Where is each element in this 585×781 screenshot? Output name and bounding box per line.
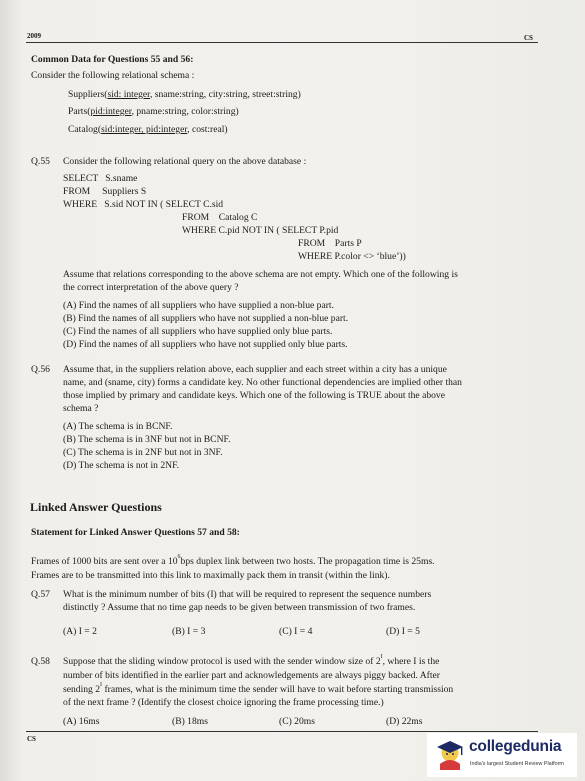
schema-suppliers: Suppliers(sid: integer, sname:string, city:string, street:string) — [68, 89, 301, 100]
header-year: 2009 — [27, 32, 41, 40]
header-code: CS — [524, 34, 533, 42]
q56-number: Q.56 — [31, 364, 50, 375]
common-data-intro: Consider the following relational schema : — [31, 70, 195, 81]
frames-line1: Frames of 1000 bits are sent over a $10^6bps$ duplex link between two hosts. The propagation time is 25ms. — [31, 554, 435, 567]
schema-parts: Parts(pid:integer, pname:string, color:string) — [68, 106, 239, 117]
q55-stem: Consider the following relational query on the above database : — [63, 156, 307, 167]
q58-option-a: (A) 16ms — [63, 716, 100, 727]
q58-option-b: (B) 18ms — [172, 716, 208, 727]
q56-option-c: (C) The schema is in 2NF but not in 3NF. — [63, 447, 223, 458]
q55-option-d: (D) Find the names of all suppliers who have not supplied only blue parts. — [63, 339, 348, 350]
q57-line2: distinctly ? Assume that no time gap needs to be given between transmission of two frames. — [63, 602, 416, 613]
header-rule — [26, 42, 538, 43]
q57-option-b: (B) I = 3 — [172, 626, 206, 637]
q56-option-d: (D) The schema is not in 2NF. — [63, 460, 180, 471]
q55-sql-from-parts: FROM Parts P — [298, 238, 362, 249]
schema-catalog: Catalog(sid:integer, pid:integer, cost:real) — [68, 124, 228, 135]
q55-option-a: (A) Find the names of all suppliers who have supplied a non-blue part. — [63, 300, 334, 311]
q58-line1: Suppose that the sliding window protocol is used with the sender window size of $2^I$, where I is the — [63, 654, 440, 667]
q55-sql-from-catalog: FROM Catalog C — [182, 212, 258, 223]
q56-line2: name, and (sname, city) forms a candidate key. No other functional dependencies are implied other than — [63, 377, 462, 388]
collegedunia-logo[interactable] — [427, 733, 577, 777]
q56-option-b: (B) The schema is in 3NF but not in BCNF. — [63, 434, 231, 445]
q55-option-c: (C) Find the names of all suppliers who have supplied only blue parts. — [63, 326, 333, 337]
footer-rule — [26, 731, 538, 732]
q58-option-c: (C) 20ms — [279, 716, 315, 727]
q57-line1: What is the minimum number of bits (I) that will be required to represent the sequence numbers — [63, 589, 432, 600]
q55-text-line1: Assume that relations corresponding to the above schema are not empty. Which one of the following is — [63, 269, 458, 280]
q57-number: Q.57 — [31, 589, 50, 600]
linked-statement: Statement for Linked Answer Questions 57 and 58: — [31, 527, 240, 538]
graduation-cap-icon — [435, 739, 465, 771]
q58-line3: sending $2^I$ frames, what is the minimum time the sender will have to wait before starting transmission — [63, 682, 454, 695]
frames-line2: Frames are to be transmitted into this link to maximally pack them in transit (within the link). — [31, 570, 390, 581]
q56-line1: Assume that, in the suppliers relation above, each supplier and each street within a city has a unique — [63, 364, 447, 375]
q55-sql-select: SELECT S.sname — [63, 173, 138, 184]
q56-line4: schema ? — [63, 403, 99, 414]
q57-option-d: (D) I = 5 — [386, 626, 420, 637]
q56-option-a: (A) The schema is in BCNF. — [63, 421, 173, 432]
common-data-title: Common Data for Questions 55 and 56: — [31, 54, 194, 65]
q55-number: Q.55 — [31, 156, 50, 167]
q57-option-a: (A) I = 2 — [63, 626, 97, 637]
linked-heading: Linked Answer Questions — [30, 500, 162, 514]
q56-line3: those implied by primary and candidate keys. Which one of the following is TRUE about the above — [63, 390, 445, 401]
q55-sql-from: FROM Suppliers S — [63, 186, 147, 197]
brand-name: collegedunia — [469, 738, 562, 755]
brand-tagline: India's largest Student Review Platform — [470, 761, 564, 767]
q58-line2: number of bits identified in the earlier part and acknowledgements are always piggy backed. After — [63, 670, 440, 681]
q55-text-line2: the correct interpretation of the above query ? — [63, 282, 239, 293]
q55-sql-where: WHERE S.sid NOT IN ( SELECT C.sid — [63, 199, 224, 210]
q58-option-d: (D) 22ms — [386, 716, 423, 727]
q57-option-c: (C) I = 4 — [279, 626, 313, 637]
q58-line4: of the next frame ? (Identify the closest choice ignoring the frame processing time.) — [63, 697, 384, 708]
q55-option-b: (B) Find the names of all suppliers who have not supplied a non-blue part. — [63, 313, 349, 324]
q58-number: Q.58 — [31, 656, 50, 667]
footer-code: CS — [27, 735, 36, 743]
q55-sql-where-pid: WHERE C.pid NOT IN ( SELECT P.pid — [182, 225, 339, 236]
q55-sql-where-color: WHERE P.color <> ‘blue’)) — [298, 251, 406, 262]
